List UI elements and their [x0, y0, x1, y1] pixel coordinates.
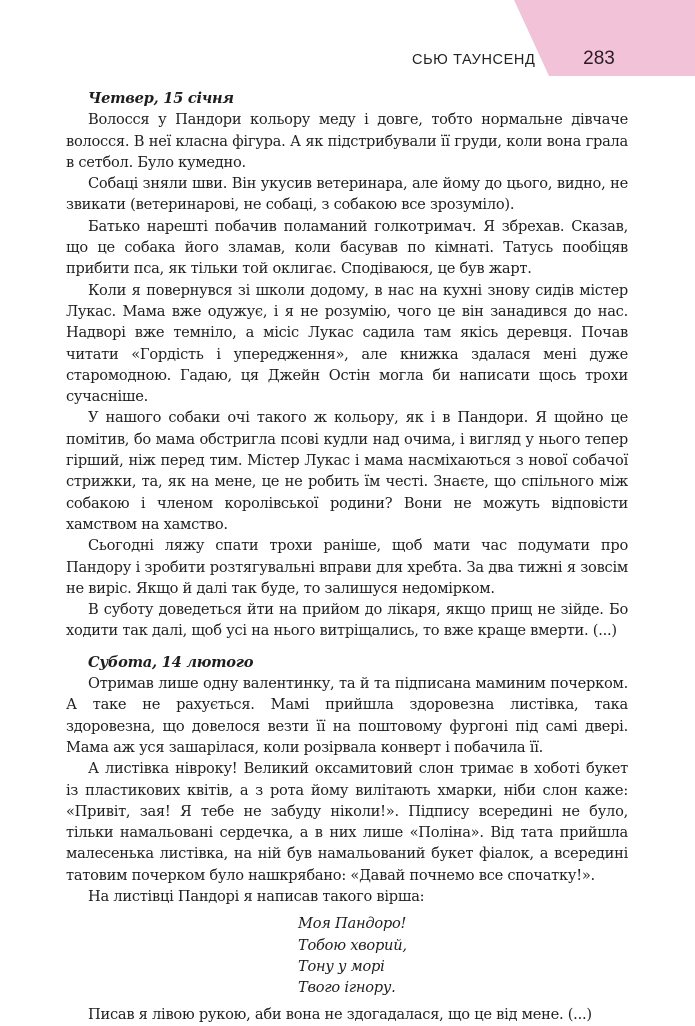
- poem-line: Тобою хворий,: [298, 936, 407, 954]
- section-gap: [66, 642, 628, 652]
- paragraph: А листівка нівроку! Великий оксамитовий слон тримає в хоботі букет із пластикових квітів, а з рота йому вилітають хмарки, ніби слон каже: «Привіт, зая! Я тебе не забуду ніколи!». Підпису всередині не було, тільки намальовані сердечка, а в них лише «Поліна». Від тата прийшла малесенька листівка, на ній був намальований букет фіалок, а всередині татовим почерком було нашкрябано: «Давай почнемо все спочатку!».: [66, 760, 628, 884]
- page-number: 283: [583, 48, 615, 69]
- page-body: [66, 88, 628, 1026]
- paragraph: На листівці Пандорі я написав такого вірша:: [88, 887, 425, 905]
- poem-line: Моя Пандоро!: [298, 915, 407, 933]
- paragraph: Сьогодні ляжу спати трохи раніше, щоб мати час подумати про Пандору і зробити розтягувальні вправи для хребта. За два тижні я зовсім не виріс. Якщо й далі так буде, то залишуся недомірком.: [66, 537, 628, 597]
- paragraph: У нашого собаки очі такого ж кольору, як і в Пандори. Я щойно це помітив, бо мама обстригла псові кудли над очима, і вигляд у нього тепер гірший, ніж перед тим. Містер Лукас і мама насміхаються з нової собачої стрижки, та, як на мене, це не робить їм честі. Знаєте, що спільного між собакою і членом королівської родини? Вони не можуть відповісти хамством на хамство.: [66, 409, 628, 533]
- entry-date: Четвер, 15 січня: [88, 90, 234, 107]
- paragraph: Отримав лише одну валентинку, та й та підписана маминим почерком. А таке не рахується. Мамі прийшла здоровезна листівка, така здоровезна, що довелося везти її на поштовому фургоні під самі двері. Мама аж уся зашарілася, коли розірвала конверт і побачила її.: [66, 675, 628, 756]
- entry-date: Субота, 14 лютого: [88, 653, 254, 671]
- closing-paragraph: Писав я лівою рукою, аби вона не здогадалася, що це від мене. (...): [88, 1006, 592, 1024]
- paragraph: Волосся у Пандори кольору меду і довге, тобто нормальне дівчаче волосся. В неї класна фігура. А як підстрибували її груди, коли вона грала в сетбол. Було кумедно.: [66, 111, 628, 171]
- paragraph: Батько нарешті побачив поламаний голкотримач. Я збрехав. Сказав, що це собака його зламав, коли басував по кімнаті. Татусь пообіцяв прибити пса, як тільки той оклигає. Сподіваюся, це був жарт.: [66, 217, 628, 278]
- paragraph: Коли я повернувся зі школи додому, в нас на кухні знову сидів містер Лукас. Мама вже одужує, і я не розумію, чого це він занадився до нас. Надворі вже темніло, а місіс Лукас садила там якісь деревця. Почав читати «Гордість і упередження», але книжка здалася мені дуже старомодною. Гадаю, ця Джейн Остін могла би написати щось трохи сучасніше.: [66, 281, 628, 406]
- paragraph: Собаці зняли шви. Він укусив ветеринара, але йому до цього, видно, не звикати (ветеринарові, не собаці, з собакою все зрозуміло).: [66, 175, 628, 214]
- running-head-author: СЬЮ ТАУНСЕНД: [412, 52, 536, 68]
- poem: [298, 913, 628, 998]
- poem-line: Тону у морі: [298, 957, 385, 975]
- poem-line: Твого ігнору.: [298, 979, 396, 997]
- paragraph: В суботу доведеться йти на прийом до лікаря, якщо прищ не зійде. Бо ходити так далі, щоб усі на нього витріщались, то вже краще вмерти. (...): [66, 601, 628, 640]
